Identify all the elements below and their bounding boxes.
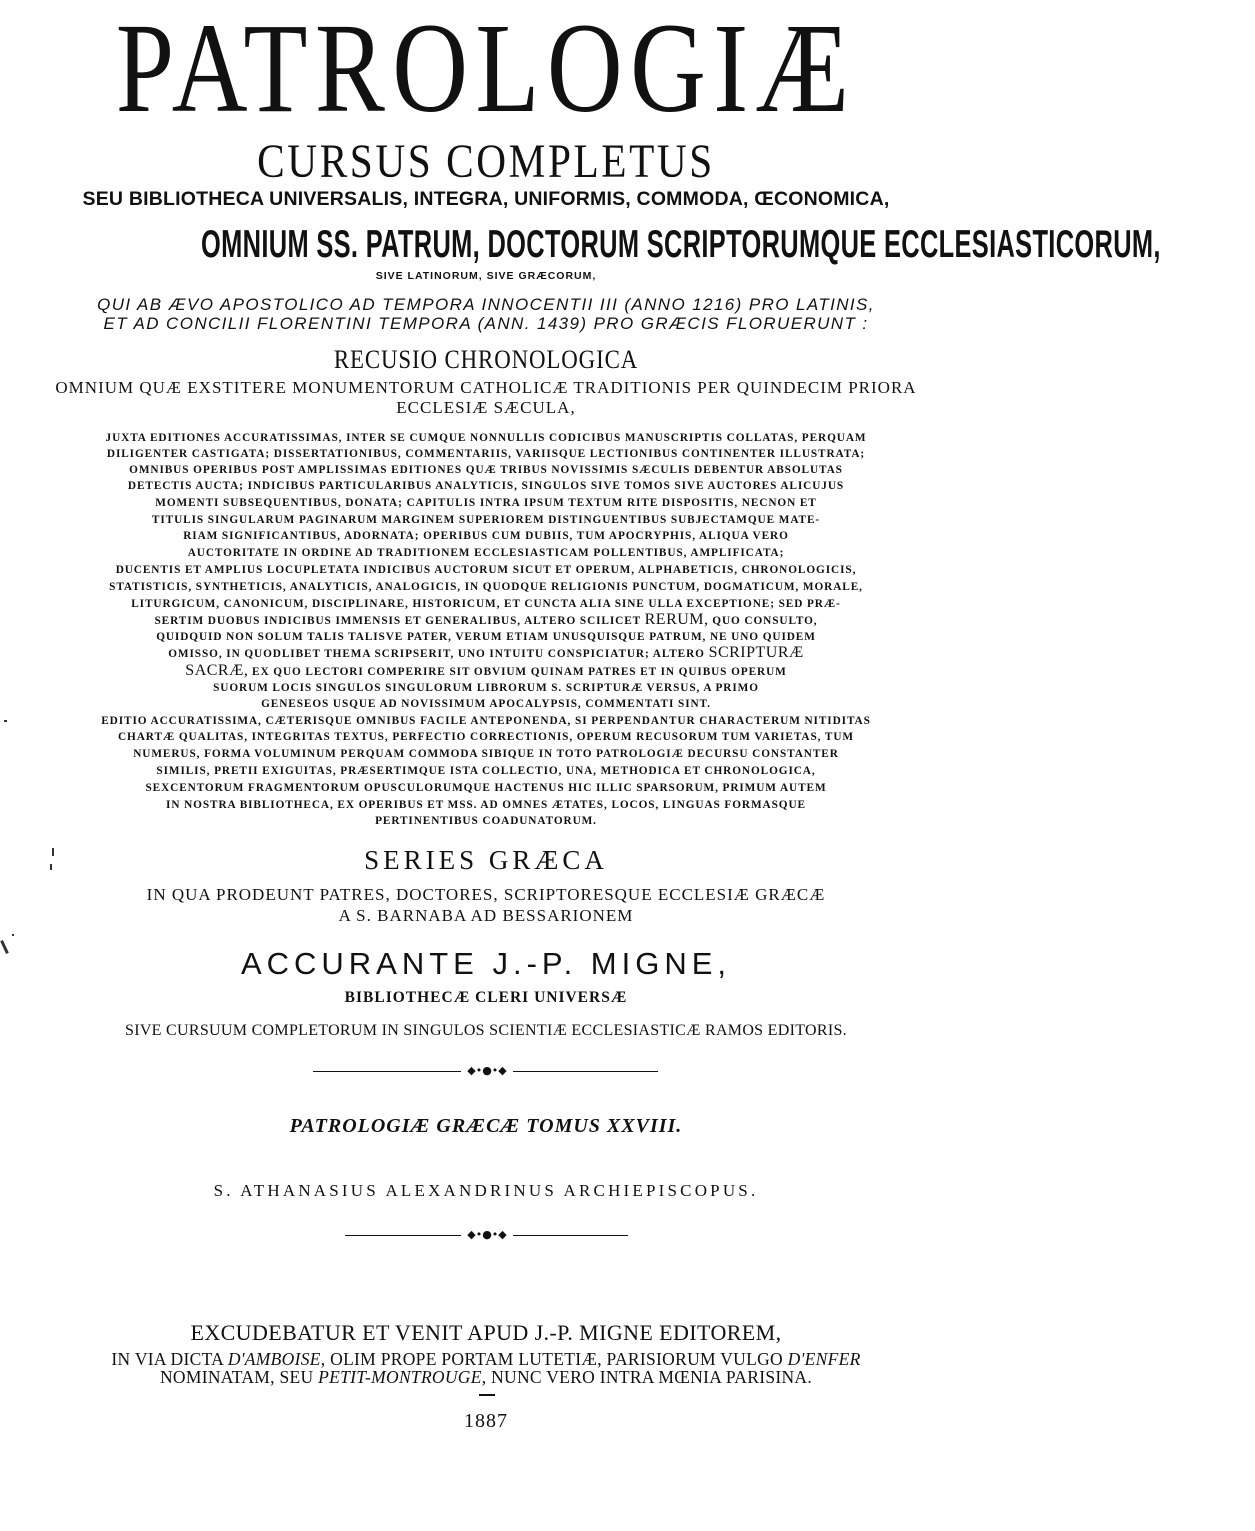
scan-speck [12,934,14,936]
juxta-text: OMISSO, IN QUODLIBET THEMA SCRIPSERIT, UNO INTUITU CONSPICIATUR; ALTERO [168,648,709,660]
ornament-rule-right [513,1235,628,1236]
juxta-line: RIAM SIGNIFICANTIBUS, ADORNATA; OPERIBUS CUM DUBIIS, TUM APOCRYPHIS, ALIQUA VERO [183,530,789,542]
separator-dash [479,1394,495,1396]
juxta-line: SUORUM LOCIS SINGULOS SINGULORUM LIBRORUM S. SCRIPTURÆ VERSUS, A PRIMO [213,682,759,694]
line-omnium-patrum: OMNIUM SS. PATRUM, DOCTORUM SCRIPTORUMQUE ECCLESIASTICORUM, [201,223,1161,266]
juxta-line: STATISTICIS, SYNTHETICIS, ANALYTICIS, ANALOGICIS, IN QUODQUE RELIGIONIS PUNCTUM, DOGMATICUM, MORALE, [109,581,863,593]
scan-speck [50,864,52,870]
author-line: S. ATHANASIUS ALEXANDRINUS ARCHIEPISCOPUS. [213,1181,759,1200]
nominatam-text: NOMINATAM, SEU [159,1367,319,1387]
nominatam-text: , NUNC VERO INTRA MŒNIA PARISINA. [481,1367,813,1387]
in-via-text: IN VIA DICTA [111,1349,228,1369]
qui-ab-aevo-line-2: ET AD CONCILII FLORENTINI TEMPORA (ANN. 1439) PRO GRÆCIS FLORUERUNT : [103,314,869,333]
in-via-text: , OLIM PROPE PORTAM LUTETIÆ, PARISIORUM VULGO [320,1349,788,1369]
main-title: PATROLOGIÆ [115,0,857,139]
juxta-line: NUMERUS, FORMA VOLUMINUM PERQUAM COMMODA SIBIQUE IN TOTO PATROLOGIÆ DECURSU CONSTANTER [133,748,839,760]
line-seu-bibliotheca: SEU BIBLIOTHECA UNIVERSALIS, INTEGRA, UNIFORMIS, COMMODA, ŒCONOMICA, [82,188,890,210]
juxta-line: SEXCENTORUM FRAGMENTORUM OPUSCULORUMQUE HACTENUS HIC ILLIC SPARSORUM, PRIMUM AUTEM [145,782,827,794]
ornament-glyph: ◆•●•◆ [467,1228,507,1241]
rerum-word: RERUM, [644,611,709,628]
juxta-line-sacrae [0,663,972,680]
juxta-line: AUCTORITATE IN ORDINE AD TRADITIONEM ECCLESIASTICAM POLLENTIBUS, AMPLIFICATA; [187,547,785,559]
juxta-text: QUO CONSULTO, [708,615,818,627]
omnium-quae-line-2: ECCLESIÆ SÆCULA, [396,398,576,417]
juxta-line: SIMILIS, PRETII EXIGUITAS, PRÆSERTIMQUE ISTA COLLECTIO, UNA, METHODICA ET CHRONOLOGICA, [156,765,816,777]
recusio-heading: RECUSIO CHRONOLOGICA [333,345,639,374]
ornament-rule-left [313,1071,461,1072]
juxta-line-scripturae [0,645,972,662]
juxta-line: DETECTIS AUCTA; INDICIBUS PARTICULARIBUS ANALYTICIS, SINGULOS SIVE TOMOS SIVE AUCTORES ALICUJUS [127,480,845,492]
in-qua-line: IN QUA PRODEUNT PATRES, DOCTORES, SCRIPTORESQUE ECCLESIÆ GRÆCÆ [146,885,826,904]
tomus-line: PATROLOGIÆ GRÆCÆ TOMUS XXVIII. [289,1115,683,1137]
juxta-line: DILIGENTER CASTIGATA; DISSERTATIONIBUS, COMMENTARIIS, VARIISQUE LECTIONIBUS CONTINENTER ILLUSTRATA; [106,448,866,460]
juxta-line: LITURGICUM, CANONICUM, DISCIPLINARE, HISTORICUM, ET CUNCTA ALIA SINE ULLA EXCEPTIONE; SED PRÆ- [131,598,841,610]
juxta-line: CHARTÆ QUALITAS, INTEGRITAS TEXTUS, PERFECTIO CORRECTIONIS, OPERUM RECUSORUM TUM VARIETAS, TUM [118,731,854,743]
qui-ab-aevo-line-1: QUI AB ÆVO APOSTOLICO AD TEMPORA INNOCENTII III (ANNO 1216) PRO LATINIS, [97,295,875,314]
juxta-line: IN NOSTRA BIBLIOTHECA, EX OPERIBUS ET MSS. AD OMNES ÆTATES, LOCOS, LINGUAS FORMASQUE [166,799,806,811]
juxta-line: MOMENTI SUBSEQUENTIBUS, DONATA; CAPITULIS INTRA IPSUM TEXTUM RITE DISPOSITIS, NECNON ET [155,497,817,509]
juxta-line: JUXTA EDITIONES ACCURATISSIMAS, INTER SE CUMQUE NONNULLIS CODICIBUS MANUSCRIPTIS COLLATAS, PERQUAM [105,432,867,444]
subtitle: CURSUS COMPLETUS [257,135,715,188]
juxta-text: SERTIM DUOBUS INDICIBUS IMMENSIS ET GENERALIBUS, ALTERO SCILICET [154,615,645,627]
ornament-rule-right [513,1071,658,1072]
ornament-glyph: ◆•●•◆ [467,1064,507,1077]
juxta-line: OMNIBUS OPERIBUS POST AMPLISSIMAS EDITIONES QUÆ TRIBUS NOVISSIMIS SÆCULIS DEBENTUR ABSOLUTAS [129,464,843,476]
bibliothecae-line: BIBLIOTHECÆ CLERI UNIVERSÆ [344,989,628,1006]
omnium-quae-line-1: OMNIUM QUÆ EXSTITERE MONUMENTORUM CATHOLICÆ TRADITIONIS PER QUINDECIM PRIORA [55,378,917,397]
scan-speck [4,720,7,722]
juxta-line: PERTINENTIBUS COADUNATORUM. [375,815,597,827]
sacrae-word: SACRÆ, [185,662,249,679]
accurante-line: ACCURANTE J.-P. MIGNE, [240,946,732,981]
sive-cursuum-line: SIVE CURSUUM COMPLETORUM IN SINGULOS SCIENTIÆ ECCLESIASTICÆ RAMOS EDITORIS. [125,1022,847,1039]
scripturae-word: SCRIPTURÆ [708,644,804,661]
juxta-text: EX QUO LECTORI COMPERIRE SIT OBVIUM QUINAM PATRES ET IN QUIBUS OPERUM [248,666,787,678]
excudebatur-line: EXCUDEBATUR ET VENIT APUD J.-P. MIGNE EDITOREM, [190,1320,782,1345]
in-via-italic: D'ENFER [787,1349,861,1369]
juxta-line: DUCENTIS ET AMPLIUS LOCUPLETATA INDICIBUS AUCTORUM SICUT ET OPERUM, ALPHABETICIS, CHRONOLOGICIS, [115,564,857,576]
ornament-rule-left [345,1235,461,1236]
nominatam-line [0,1367,972,1388]
line-sive-latinorum: SIVE LATINORUM, SIVE GRÆCORUM, [375,270,597,282]
series-graeca-heading: SERIES GRÆCA [364,845,608,875]
juxta-line: TITULIS SINGULARUM PAGINARUM MARGINEM SUPERIOREM DISTINGUENTIBUS SUBJECTAMQUE MATE- [151,514,821,526]
juxta-line: EDITIO ACCURATISSIMA, CÆTERISQUE OMNIBUS FACILE ANTEPONENDA, SI PERPENDANTUR CHARACTERUM NITIDITAS [101,715,871,727]
in-via-italic: D'AMBOISE [227,1349,321,1369]
nominatam-italic: PETIT-MONTROUGE [318,1367,482,1387]
barnaba-line: A S. BARNABA AD BESSARIONEM [338,906,634,925]
scan-speck [52,848,54,856]
juxta-line: QUIDQUID NON SOLUM TALIS TALISVE PATER, VERUM ETIAM UNUSQUISQUE PATRUM, NE UNO QUIDEM [156,631,816,643]
year: 1887 [464,1410,508,1432]
juxta-line-rerum [0,612,972,629]
juxta-line: GENESEOS USQUE AD NOVISSIMUM APOCALYPSIS, COMMENTATI SINT. [261,698,711,710]
